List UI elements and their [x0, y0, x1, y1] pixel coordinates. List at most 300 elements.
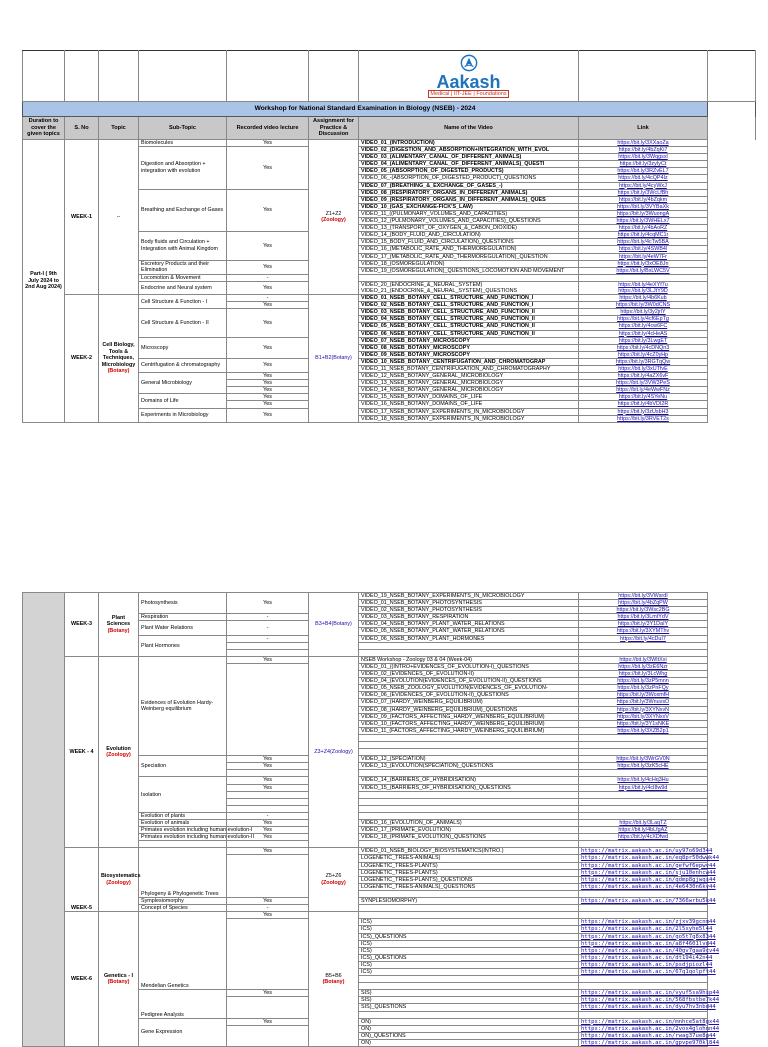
video-link[interactable]: https://bit.ly/3XYNxxV [579, 713, 708, 720]
recorded-yes: Yes [227, 380, 309, 387]
video-link[interactable]: https://bit.ly/3zE6Nzr [579, 663, 708, 670]
video-name: SIS) [359, 990, 579, 997]
video-name: VIDEO_15_NSEB_BOTANY_DOMAINS_OF_LIFE [359, 394, 579, 401]
video-name: VIDEO_18_NSEB_BOTANY_EXPERIMENTS_IN_MICROBIOLOGY [359, 415, 579, 422]
video-link[interactable]: https://bit.ly/3VWsrdI [579, 593, 708, 600]
header-assignment: Assignment for Practice & Discussion [309, 117, 359, 140]
video-link[interactable]: https://bit.ly/3xOE8Jn [579, 260, 708, 267]
video-link[interactable]: https://bit.ly/4cHeAS [579, 330, 708, 337]
subtopic: Plant Water Relations [139, 621, 227, 635]
video-name: VIDEO_18_(OSMOREGULATION) [359, 260, 579, 267]
recorded-yes: Yes [227, 408, 309, 422]
video-link[interactable]: https://bit.ly/3WrGV0N [579, 756, 708, 763]
week5-label: WEEK-5 [65, 848, 99, 912]
recorded-yes: Yes [227, 756, 309, 763]
video-name: VIDEO_12_(PULMONARY_VOLUMES_AND_CAPACITIES)_QUESTIONS [359, 218, 579, 225]
subtopic: Mendelian Genetics [139, 912, 227, 990]
video-name: ON) [359, 1039, 579, 1046]
video-name: LOGENETIC_TREES-PLANTS)_QUESTIONS [359, 876, 579, 883]
recorded-yes: Yes [227, 593, 309, 614]
subtopic: Microscopy [139, 337, 227, 358]
video-link[interactable]: https://matrix.aakash.ac.in/rwag37ue8p44 [579, 1032, 708, 1039]
video-link[interactable]: https://matrix.aakash.ac.in/2l5xyhe5l44 [579, 926, 708, 933]
video-name: VIDEO_01_NSEB_BOTANY_PHOTOSYNTHESIS [359, 600, 579, 607]
topic-subject: (Zoology) [106, 879, 131, 886]
header-sno: S. No [65, 117, 99, 140]
subtopic: Cell Structure & Function - II [139, 309, 227, 337]
video-link[interactable]: https://matrix.aakash.ac.in/67q1qolpft44 [579, 968, 708, 975]
week2-topic [99, 295, 139, 423]
video-link[interactable]: https://bit.ly/4cyWxJ [579, 182, 708, 189]
video-name: VIDEO_09_(RESPIRATORY_ORGANS_IN_DIFFERENT_ANIMALS)_QUES [359, 196, 579, 203]
video-link[interactable]: https://matrix.aakash.ac.in/dt194i42n44 [579, 954, 708, 961]
topic-subject: (Botany) [107, 979, 130, 986]
video-link[interactable]: https://matrix.aakash.ac.in/a8f4601lvd44 [579, 940, 708, 947]
aakash-logo [359, 51, 579, 102]
topic-name: Cell Biology, Tools & Techniques, Microbiology [101, 342, 136, 368]
subtopic: Biomolecules [139, 140, 227, 147]
subtopic: Primates evolution including human evolution-I [139, 827, 227, 834]
video-link[interactable]: https://bit.ly/BxLWC5V [579, 267, 708, 274]
topic-name: Genetics - I [103, 972, 134, 979]
video-name: VIDEO_04_(ALIMENTARY_CANAL_OF_DIFFERENT_ANIMALS)_QUESTI [359, 161, 579, 168]
video-link[interactable]: https://bit.ly/3VW3PeS [579, 380, 708, 387]
recorded-yes: Yes [227, 912, 309, 919]
schedule-table-part2 [22, 592, 756, 1047]
video-link[interactable]: https://matrix.aakash.ac.in/zjxv39gcnm44 [579, 919, 708, 926]
video-name: VIDEO_15_BODY_FLUID_AND_CIRCULATION)_QUESTIONS [359, 239, 579, 246]
video-name: VIDEO_09_(FACTORS_AFFECTING_HARDY_WEINBERG_EQUILIBRIUM) [359, 713, 579, 720]
video-link[interactable]: https://bit.ly/3Wsc2BG [579, 607, 708, 614]
video-link-line[interactable]: https://bit.ly/3LJtY9D [618, 287, 668, 294]
recorded-yes: Yes [227, 302, 309, 309]
video-link[interactable]: https://bit.ly/4cXDfwd [579, 834, 708, 841]
video-name: VIDEO_02_NSEB_BOTANY_CELL_STRUCTURE_AND_FUNCTION_I [359, 302, 579, 309]
video-name: VIDEO_19_NSEB_BOTANY_EXPERIMENTS_IN_MICROBIOLOGY [359, 593, 579, 600]
video-link[interactable]: https://bit.ly/3XXaoZa [579, 140, 708, 147]
video-name: VIDEO_16_(METABOLIC_RATE_AND_THERMOREGULATION) [359, 246, 579, 253]
aakash-emblem-icon [460, 54, 478, 74]
video-name: VIDEO_05_(ABSORPTION_OF_DIGESTED_PRODUCTS) [359, 168, 579, 175]
subtopic: Pedigree Analysis [139, 990, 227, 1018]
video-name: VIDEO_05_NSEB_BOTANY_CELL_STRUCTURE_AND_FUNCTION_II [359, 323, 579, 330]
video-link[interactable]: https://bit.ly/3zP5mnn [579, 678, 708, 685]
video-name: ON) [359, 1025, 579, 1032]
video-name: VIDEO_09_NSEB_BOTANY_MICROSCOPY [359, 351, 579, 358]
subtopic: Primates evolution including human evolution-II [139, 834, 227, 841]
recorded-dash: - [227, 614, 309, 621]
video-link[interactable]: https://bit.ly/3LmtYdV [579, 614, 708, 621]
week5-assignment [309, 848, 359, 912]
video-link[interactable]: https://bit.ly/4bVDI2R [579, 401, 708, 408]
video-link[interactable]: https://bit.ly/4cqMC1r [579, 232, 708, 239]
video-link[interactable]: https://bit.ly/4SWB4l [579, 246, 708, 253]
logo-row [23, 51, 756, 102]
page-title: Workshop for National Standard Examination in Biology (NSEB) - 2024 [23, 102, 708, 117]
recorded-yes: Yes [227, 1018, 309, 1025]
recorded-dash: - [227, 295, 309, 302]
subtopic: Symplesiomorphy [139, 898, 227, 905]
topic-name: Plant Sciences [106, 614, 131, 628]
video-link[interactable]: https://bit.ly/3WHELx7 [579, 218, 708, 225]
week3-label: WEEK-3 [65, 593, 99, 657]
video-name: VIDEO_06_(EVIDENCES_OF_EVOLUTION-II)_QUESTIONS [359, 692, 579, 699]
week1-topic: -- [99, 140, 139, 295]
subtopic: Gene Expression [139, 1018, 227, 1046]
video-name: VIDEO_14_NSEB_BOTANY_GENERAL_MICROBIOLOGY [359, 387, 579, 394]
video-link[interactable]: https://bit.ly/3LwgET [579, 337, 708, 344]
recorded-yes: Yes [227, 232, 309, 260]
video-link[interactable]: https://bit.ly/4cDuI7 [579, 635, 708, 642]
recorded-dash: - [227, 812, 309, 819]
video-link[interactable]: https://bit.ly/4SYeNu [579, 394, 708, 401]
video-link[interactable]: https://matrix.aakash.ac.in/eq8pr50dwwk44 [579, 855, 708, 862]
subtopic: Experiments in Microbiology [139, 408, 227, 422]
video-name: LOGENETIC_TREES-PLANTS) [359, 869, 579, 876]
video-link[interactable]: https://bit.ly/4eWwFNz [579, 387, 708, 394]
video-name: VIDEO_08_(RESPIRATORY_ORGANS_IN_DIFFERENT_ANIMALS) [359, 189, 579, 196]
video-name: ON) [359, 1018, 579, 1025]
recorded-yes: Yes [227, 387, 309, 394]
video-link[interactable]: https://bit.ly/4bZqKi7 [579, 147, 708, 154]
video-name [359, 281, 579, 294]
recorded-yes: Yes [227, 260, 309, 274]
video-name: VIDEO_10_NSEB_BOTANY_CENTRIFUGATION_AND_CHROMATOGRAP [359, 358, 579, 365]
recorded-yes: Yes [227, 337, 309, 358]
week6-label: WEEK-6 [65, 912, 99, 1047]
video-name: VIDEO_10_(FACTORS_AFFECTING_HARDY_WEINBERG_EQUILIBRIUM) [359, 720, 579, 727]
subtopic: General Microbiology [139, 373, 227, 394]
subtopic: Digestion and Absorption + integration with evolution [139, 147, 227, 190]
video-name: VIDEO_02_NSEB_BOTANY_PHOTOSYNTHESIS [359, 607, 579, 614]
video-link-line[interactable]: https://bit.ly/4eXYf7u [618, 281, 668, 288]
video-name-line: VIDEO_20_(ENDOCRINE_&_NEURAL_SYSTEM) [361, 281, 483, 288]
video-link[interactable]: https://bit.ly/3WcLfBh [579, 189, 708, 196]
assignment-subject: (Zoology) [321, 879, 346, 886]
video-link[interactable]: https://bit.ly/4cDNQn3 [579, 344, 708, 351]
video-name: ICS) [359, 919, 579, 926]
video-name: VIDEO_14_(BODY_FLUID_AND_CIRCULATION) [359, 232, 579, 239]
subtopic: Plant Hormones [139, 635, 227, 656]
video-name: VIDEO_03_NSEB_BOTANY_RESPIRATION [359, 614, 579, 621]
subtopic: Evolution of animals [139, 820, 227, 827]
week4-topic [99, 656, 139, 848]
week4-label: WEEK - 4 [65, 656, 99, 848]
video-link[interactable]: https://bit.ly/4bZqkm [579, 196, 708, 203]
video-name: VIDEO_08_NSEB_BOTANY_MICROSCOPY [359, 344, 579, 351]
video-link[interactable]: https://matrix.aakash.ac.in/sju10enhcw44 [579, 869, 708, 876]
video-name: ICS) [359, 961, 579, 968]
video-link[interactable]: https://bit.ly/4cHq3Hu [579, 777, 708, 784]
video-name: VIDEO_17_NSEB_BOTANY_EXPERIMENTS_IN_MICROBIOLOGY [359, 408, 579, 415]
table-row [23, 912, 756, 919]
recorded-yes: Yes [227, 394, 309, 401]
recorded-yes: Yes [227, 140, 309, 147]
video-link[interactable]: https://bit.ly/3WoxmfH [579, 692, 708, 699]
video-name: VIDEO_06_NSEB_BOTANY_CELL_STRUCTURE_AND_FUNCTION_II [359, 330, 579, 337]
video-link[interactable]: https://matrix.aakash.ac.in/qdmp8gjwqs44 [579, 876, 708, 883]
recorded-dash: - [227, 621, 309, 635]
video-link[interactable]: https://bit.ly/3zK5cHE [579, 763, 708, 770]
subtopic: Breathing and Exchange of Gases [139, 189, 227, 232]
subtopic: Photosynthesis [139, 593, 227, 614]
table-row [23, 295, 756, 302]
video-link[interactable]: https://bit.ly/3LaqTZ [579, 820, 708, 827]
video-link[interactable]: https://bit.ly/4cQP4Iz [579, 175, 708, 182]
video-name: ICS)_QUESTIONS [359, 954, 579, 961]
video-link[interactable]: https://bit.ly/3WItXxi [579, 656, 708, 663]
video-name: VIDEO_08_(HARDY_WEINBERG_EQUILIBRIUM)_QUESTIONS [359, 706, 579, 713]
week3-topic [99, 593, 139, 657]
week2-label: WEEK-2 [65, 295, 99, 423]
header-duration: Duration to cover the given topics [23, 117, 65, 140]
video-link[interactable]: https://bit.ly/4cTw5BA [579, 239, 708, 246]
video-link[interactable]: https://bit.ly/3RZvEL7 [579, 168, 708, 175]
video-name: ICS) [359, 968, 579, 975]
subtopic: Isolation [139, 777, 227, 812]
assignment-subject: (Zoology) [321, 217, 346, 224]
table-row [23, 848, 756, 855]
video-link[interactable]: https://bit.ly/3XZB2p1 [579, 727, 708, 734]
subtopic: Concept of Species [139, 905, 227, 912]
video-name [359, 274, 579, 281]
recorded-yes: Yes [227, 820, 309, 827]
video-name: LOGENETIC_TREES-PLANTS) [359, 862, 579, 869]
video-name: VIDEO_11_(FACTORS_AFFECTING_HARDY_WEINBERG_EQUILIBRIUM) [359, 727, 579, 734]
video-name: VIDEO_11_NSEB_BOTANY_CENTRIFUGATION_AND_CHROMATOGRAPHY [359, 366, 579, 373]
video-name: ICS) [359, 940, 579, 947]
video-name: VIDEO_13_NSEB_BOTANY_GENERAL_MICROBIOLOGY [359, 380, 579, 387]
subtopic: Cell Structure & Function - I [139, 295, 227, 309]
topic-name: Evolution [106, 745, 131, 752]
week6-topic [99, 912, 139, 1047]
video-link[interactable]: https://bit.ly/4bLfgAZ [579, 827, 708, 834]
video-name: VIDEO_13_(EVOLUTION(SPECIATION)_QUESTIONS [359, 763, 579, 770]
video-link[interactable]: https://bit.ly/3RGTqQw [579, 358, 708, 365]
video-name: SIS)_QUESTIONS [359, 1004, 579, 1011]
video-link[interactable]: https://bit.ly/3WnuvsO [579, 699, 708, 706]
video-name-line: VIDEO_21_(ENDOCRINE_&_NEURAL_SYSTEM)_QUESTIONS [361, 287, 518, 294]
recorded-yes: Yes [227, 401, 309, 408]
video-link[interactable]: https://bit.ly/3XYMThv [579, 628, 708, 635]
video-name: ICS) [359, 947, 579, 954]
video-link[interactable]: https://matrix.aakash.ac.in/40gv7gaa9cv44 [579, 947, 708, 954]
video-name: VIDEO_18_(PRIMATE_EVOLUTION)_QUESTIONS [359, 834, 579, 841]
recorded-yes: Yes [227, 827, 309, 834]
video-name: ICS) [359, 926, 579, 933]
table-row [23, 140, 756, 147]
week3-assignment: B3+B4(Botany) [309, 593, 359, 657]
video-name: VIDEO_14_(BARRIERS_OF_HYBRIDISATION) [359, 777, 579, 784]
brand-name: Aakash [436, 72, 501, 92]
video-link[interactable]: https://bit.ly/3zPnFQy [579, 685, 708, 692]
video-link[interactable]: https://matrix.aakash.ac.in/dyu7hv3nbd44 [579, 1004, 708, 1011]
video-name: VIDEO_03_(ALIMENTARY_CANAL_OF_DIFFERENT_ANIMALS) [359, 154, 579, 161]
video-name: VIDEO_17_(PRIMATE_EVOLUTION) [359, 827, 579, 834]
video-link[interactable]: https://bit.ly/3RVET2s [579, 415, 708, 422]
video-link [579, 274, 708, 281]
video-link[interactable]: https://bit.ly/4aZX6vF [579, 373, 708, 380]
video-name: LOGENETIC_TREES-ANIMALS)_QUESTIONS [359, 883, 579, 890]
video-name: ICS)_QUESTIONS [359, 933, 579, 940]
video-name: VIDEO_04_(EVOLUTION(EVIDENCES_OF_EVOLUTION-II)_QUESTIONS [359, 678, 579, 685]
recorded-yes: Yes [227, 358, 309, 372]
subtopic: Excretory Products and their Elimination [139, 260, 227, 274]
video-name: NSEB Workshop - Zoology 03 & 04 (Week-04) [359, 656, 579, 663]
recorded-yes: Yes [227, 189, 309, 232]
recorded-dash: - [227, 635, 309, 642]
recorded-yes: Yes [227, 898, 309, 905]
video-name: VIDEO_02_(EVIDENCES_OF_EVOLUTION-II) [359, 671, 579, 678]
header-subtopic: Sub-Topic [139, 117, 227, 140]
recorded-yes: Yes [227, 990, 309, 997]
week1-label: WEEK-1 [65, 140, 99, 295]
video-name: VIDEO_04_NSEB_BOTANY_PLANT_WATER_RELATIONS [359, 621, 579, 628]
video-name: VIDEO_03_NSEB_BOTANY_CELL_STRUCTURE_AND_FUNCTION_II [359, 309, 579, 316]
video-name: VIDEO_01_(INTRODUCTION) [359, 140, 579, 147]
part2-duration [23, 593, 65, 1047]
recorded-yes: Yes [227, 777, 309, 784]
video-name: VIDEO_02_(DIGESTION_AND_ABSORPTION+INTEGRATION_WITH_EVOL [359, 147, 579, 154]
video-name: VIDEO_01_NSEB_BOTANY_CELL_STRUCTURE_AND_FUNCTION_I [359, 295, 579, 302]
video-name: VIDEO_13_(TRANSPORT_OF_OXYGEN_&_CABON_DIOXIDE) [359, 225, 579, 232]
video-link[interactable]: https://bit.ly/3Y1DaIY [579, 621, 708, 628]
video-name: VIDEO_19_(OSMOREGULATION)_QUESTIONS_LOCOMOTION AND MOVEMENT [359, 267, 579, 274]
header-video-name: Name of the Video [359, 117, 579, 140]
video-link[interactable]: https://bit.ly/4cI8w9d [579, 784, 708, 791]
table-header [23, 117, 756, 140]
recorded-yes: Yes [227, 763, 309, 770]
video-link[interactable]: https://bit.ly/3LcWhg [579, 671, 708, 678]
recorded-yes: Yes [227, 373, 309, 380]
topic-subject: (Zoology) [106, 752, 131, 759]
week6-assignment [309, 912, 359, 1047]
recorded-yes: Yes [227, 834, 309, 841]
video-name: VIDEO_06_-(ABSORPTION_OF_DIGESTED_PRODUCT)_QUESTIONS [359, 175, 579, 182]
week2-assignment: B1+B2(Botany) [309, 295, 359, 423]
video-name: VIDEO_04_NSEB_BOTANY_CELL_STRUCTURE_AND_FUNCTION_II [359, 316, 579, 323]
video-name: VIDEO_12_(SPECIATION) [359, 756, 579, 763]
assignment-code: Z1+Z2 [325, 210, 342, 217]
topic-subject: (Botany) [107, 627, 130, 634]
recorded-yes: Yes [227, 656, 309, 663]
video-name: VIDEO_10_(GAS_EXCHANGE-FICK'S_LAW) [359, 203, 579, 210]
video-name: VIDEO_01_NSEB_BIOLOGY_BIOSYSTEMATICS(INTRO.) [359, 848, 579, 855]
video-name: SYNPLESIOMORPHY) [359, 898, 579, 905]
schedule-table-part1 [22, 50, 756, 423]
video-link[interactable]: https://matrix.aakash.ac.in/mnhce5at8gx44 [579, 1018, 708, 1025]
subtopic: Evidences of Evolution Hardy- Weinberg equilibrium [139, 656, 227, 755]
video-name: VIDEO_11_((PULMONARY_VOLUMES_AND_CAPACITIES) [359, 210, 579, 217]
video-name: VIDEO_07_(BREATHING_&_EXCHANGE_OF_GASES_-) [359, 182, 579, 189]
subtopic: Speciation [139, 756, 227, 777]
video-link[interactable]: https://bit.ly/4b6Kub [579, 295, 708, 302]
subtopic: Locomotion & Movement [139, 274, 227, 281]
recorded-dash: - [227, 905, 309, 912]
video-name: VIDEO_07_(HARDY_WEINBERG_EQUILIBRIUM) [359, 699, 579, 706]
assignment-code: Z5+Z6 [325, 873, 342, 880]
topic-subject: (Botany) [107, 368, 130, 375]
video-link[interactable]: https://matrix.aakash.ac.in/psdjpiozl44 [579, 961, 708, 968]
video-link[interactable]: https://bit.ly/4bAoRZ [579, 225, 708, 232]
video-name: VIDEO_06_NSEB_BOTANY_PLANT_HORMONES [359, 635, 579, 642]
video-name: VIDEO_17_(METABOLIC_RATE_AND_THERMOREGULATION)_QUESTION [359, 253, 579, 260]
subtopic: Phylogeny & Phylogenetic Trees [139, 848, 227, 898]
video-link[interactable]: https://bit.ly/3WuongA [579, 210, 708, 217]
video-link[interactable]: https://matrix.aakash.ac.in/uy97o69d344 [579, 848, 708, 855]
video-link[interactable]: https://matrix.aakash.ac.in/qo5t7q8x8344 [579, 933, 708, 940]
recorded-yes: Yes [227, 784, 309, 791]
video-link[interactable] [579, 281, 708, 294]
video-link[interactable]: https://bit.ly/3y2jrlY [579, 309, 708, 316]
video-name: VIDEO_16_NSEB_BOTANY_DOMAINS_OF_LIFE [359, 401, 579, 408]
table-row [23, 593, 756, 600]
video-link[interactable]: https://bit.ly/3Wqgsxl [579, 154, 708, 161]
video-link[interactable]: https://bit.ly/3W0dCNS [579, 302, 708, 309]
video-name: LOGENETIC_TREES-ANIMALS) [359, 855, 579, 862]
video-link[interactable]: https://bit.ly/4cZ0yHp [579, 351, 708, 358]
video-link[interactable]: https://matrix.aakash.ac.in/7366wrbu5k44 [579, 898, 708, 905]
video-link[interactable]: https://bit.ly/4cf6EpTg [579, 316, 708, 323]
subtopic: Evolution of plants [139, 812, 227, 819]
subtopic: Respiration [139, 614, 227, 621]
video-link[interactable]: https://matrix.aakash.ac.in/4e6430n6kv44 [579, 883, 708, 890]
recorded-dash: - [227, 274, 309, 281]
video-link[interactable]: https://bit.ly/3Y1sNKE [579, 720, 708, 727]
video-link[interactable]: https://bit.ly/3VYBaXk [579, 203, 708, 210]
part1-duration: Part-I ( 9th July 2024 to 2nd Aug 2024) [23, 140, 65, 423]
video-name: VIDEO_07_NSEB_BOTANY_MICROSCOPY [359, 337, 579, 344]
video-name: VIDEO_16_(EVOLUTION_OF_ANIMALS) [359, 820, 579, 827]
video-name: VIDEO_01_((INTRO+EVIDENCES_OF_EVOLUTION-I)_QUESTIONS [359, 663, 579, 670]
subtopic: Endocrine and Neural system [139, 281, 227, 294]
video-name: VIDEO_05_NSEB_BOTANY_PLANT_WATER_RELATIONS [359, 628, 579, 635]
video-name: VIDEO_05_NSEB_ZOOLOGY_EVOLUTION(EVIDENCES_OF_EVOLUTION- [359, 685, 579, 692]
video-name: ON)_QUESTIONS [359, 1032, 579, 1039]
subtopic: Body fluids and Circulation + Integration with Animal Kingdom [139, 232, 227, 260]
recorded-yes: Yes [227, 848, 309, 855]
recorded-yes: Yes [227, 147, 309, 190]
assignment-code: B5+B6 [325, 972, 342, 979]
video-link[interactable]: https://bit.ly/4bZqPW [579, 600, 708, 607]
video-link[interactable]: https://matrix.aakash.ac.in/gpvpe970kl844 [579, 1039, 708, 1046]
video-name: SIS) [359, 997, 579, 1004]
week4-assignment: Z3+Z4(Zoology) [309, 656, 359, 848]
assignment-subject: (Botany) [322, 979, 345, 986]
week5-topic [99, 848, 139, 912]
video-link[interactable]: https://bit.ly/4cw6FC [579, 323, 708, 330]
recorded-yes: Yes [227, 309, 309, 337]
video-link[interactable]: https://matrix.aakash.ac.in/vyuf5sa9hsp44 [579, 990, 708, 997]
brand-tagline: Medical | IIT-JEE | Foundations [430, 91, 507, 97]
subtopic: Centrifugation & chromatography [139, 358, 227, 372]
header-link: Link [579, 117, 708, 140]
header-topic: Topic [99, 117, 139, 140]
video-link[interactable]: https://matrix.aakash.ac.in/2vox4glohnn44 [579, 1025, 708, 1032]
video-name: VIDEO_15_(BARRIERS_OF_HYBRIDISATION)_QUESTIONS [359, 784, 579, 791]
header-recorded: Recorded video lecture [227, 117, 309, 140]
video-link[interactable]: https://bit.ly/4eW7Fr [579, 253, 708, 260]
topic-name: Biosystematics [101, 873, 141, 880]
table-row [23, 656, 756, 663]
video-link[interactable]: https://matrix.aakash.ac.in/qefwf6epwv44 [579, 862, 708, 869]
video-link[interactable]: https://bit.ly/3xUTfvE [579, 366, 708, 373]
video-link[interactable]: https://bit.ly/3XYNxvN [579, 706, 708, 713]
recorded-yes: Yes [227, 281, 309, 294]
video-link[interactable]: https://bit.ly/3zUsbH3 [579, 408, 708, 415]
video-link[interactable]: https://matrix.aakash.ac.in/568fbstbe7k44 [579, 997, 708, 1004]
video-link[interactable]: https://bit.ly/3zyIyCt [579, 161, 708, 168]
